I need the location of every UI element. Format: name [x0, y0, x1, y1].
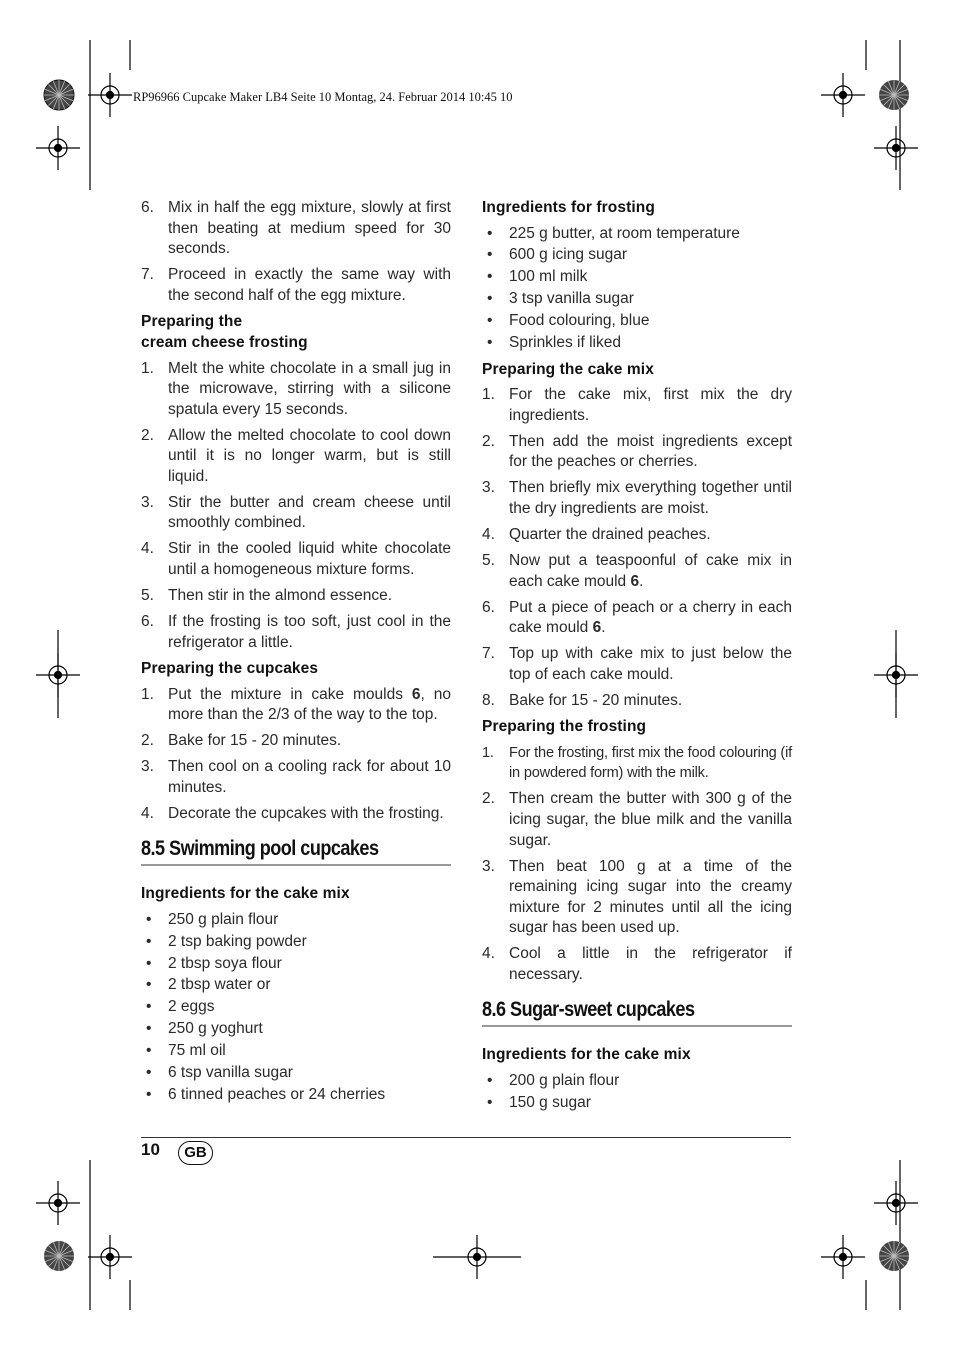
step-item: [141, 359, 451, 421]
step-text: Then stir in the almond essence.: [168, 587, 393, 605]
cake-mix-steps-list: [482, 385, 792, 711]
step-text: Stir in the cooled liquid white chocolate until a homogeneous mixture forms.: [168, 540, 451, 579]
step-number: 6.: [141, 613, 154, 631]
ingredient-text: 250 g plain flour: [168, 910, 279, 928]
step-item: [141, 586, 451, 607]
step-number: 4.: [141, 804, 154, 822]
bullet-icon: •: [487, 312, 493, 330]
language-badge: GB: [178, 1141, 213, 1165]
step-text-end: .: [639, 572, 644, 590]
step-text: Mix in half the egg mixture, slowly at first then beating at medium speed for 30 seconds.: [168, 199, 451, 258]
part-reference-number: 6: [411, 685, 421, 703]
ingredient-item: [141, 932, 451, 953]
step-item: [482, 525, 792, 546]
bullet-icon: •: [146, 910, 152, 928]
ingredients-cake-mix-heading: Ingredients for the cake mix: [141, 885, 350, 903]
step-number: 4.: [141, 540, 154, 558]
ingredient-item: [482, 289, 792, 310]
step-text: Cool a little in the refrigerator if necessary.: [509, 945, 792, 983]
ingredient-text: 3 tsp vanilla sugar: [509, 290, 634, 308]
ingredient-text: Sprinkles if liked: [509, 334, 621, 352]
ingredient-text: 2 tbsp soya flour: [168, 954, 282, 972]
step-text: Bake for 15 - 20 minutes.: [168, 732, 342, 750]
bullet-icon: •: [487, 290, 493, 308]
frosting-steps-list: [141, 359, 451, 654]
step-number: 1.: [141, 685, 154, 703]
ingredients-frosting-heading: Ingredients for frosting: [482, 199, 655, 216]
ingredient-item: [141, 1019, 451, 1040]
right-column: [482, 198, 792, 1119]
step-text: Top up with cake mix to just below the top of each cake mould.: [509, 645, 792, 683]
section-title-8-6: [482, 997, 792, 1028]
step-item: [482, 944, 792, 985]
bullet-icon: •: [146, 954, 152, 972]
step-text: Quarter the drained peaches.: [509, 525, 711, 543]
section-title-text: 8.6 Sugar-sweet cupcakes: [482, 997, 695, 1021]
step-text: Then briefly mix everything together until the dry ingredients are moist.: [509, 479, 792, 517]
step-text: Melt the white chocolate in a small jug in the microwave, stirring with a silicone spatula every 15 seconds.: [168, 359, 451, 418]
step-number: 5.: [141, 587, 154, 605]
step-item: [482, 743, 792, 784]
preparing-frosting-heading: Preparing the frosting: [482, 718, 647, 736]
step-item: [482, 644, 792, 685]
bullet-icon: •: [146, 976, 152, 994]
ingredient-text: 2 eggs: [168, 998, 215, 1016]
step-number: 6.: [482, 598, 495, 616]
bullet-icon: •: [487, 246, 493, 264]
ingredient-item: [482, 333, 792, 354]
ingredient-text: 200 g plain flour: [509, 1071, 620, 1089]
step-item: [482, 385, 792, 426]
step-number: 1.: [482, 386, 495, 404]
step-text: Then beat 100 g at a time of the remaining icing sugar into the creamy mixture for 2 minutes until all the icing sugar has been used up.: [509, 857, 792, 937]
step-item: [141, 198, 451, 260]
step-text: For the cake mix, first mix the dry ingredients.: [509, 386, 792, 424]
step-number: 3.: [141, 758, 154, 776]
step-text: Then cream the butter with 300 g of the icing sugar, the blue milk and the vanilla sugar.: [509, 790, 792, 849]
bullet-icon: •: [487, 1093, 493, 1111]
step-item: [141, 804, 451, 825]
ingredient-text: 6 tsp vanilla sugar: [168, 1063, 293, 1081]
cream-cheese-frosting-heading: [141, 312, 451, 353]
step-item: [141, 685, 451, 726]
bullet-icon: •: [487, 224, 493, 242]
step-item: [482, 691, 792, 712]
ingredient-item: [141, 910, 451, 931]
ingredient-text: Food colouring, blue: [509, 312, 650, 330]
ingredient-item: [141, 997, 451, 1018]
step-number: 2.: [141, 732, 154, 750]
ingredient-text: 150 g sugar: [509, 1093, 591, 1111]
ingredient-item: [141, 975, 451, 996]
ingredient-item: [482, 267, 792, 288]
ingredients-list: [482, 1071, 792, 1113]
bullet-icon: •: [487, 334, 493, 352]
ingredient-text: 225 g butter, at room temperature: [509, 224, 740, 242]
ingredient-item: [141, 1041, 451, 1062]
step-item: [482, 551, 792, 592]
step-text: Decorate the cupcakes with the frosting.: [168, 804, 444, 822]
bullet-icon: •: [146, 1020, 152, 1038]
step-number: 8.: [482, 691, 495, 709]
step-number: 3.: [141, 493, 154, 511]
bullet-icon: •: [487, 1071, 493, 1089]
step-text: For the frosting, first mix the food colouring (if in powdered form) with the milk.: [509, 744, 792, 782]
part-reference-number: 6: [630, 572, 640, 590]
step-number: 7.: [141, 266, 154, 284]
ingredient-item: [482, 224, 792, 245]
ingredients-list: [141, 910, 451, 1106]
step-text: Stir the butter and cream cheese until smoothly combined.: [168, 493, 451, 532]
bullet-icon: •: [146, 1042, 152, 1060]
step-text: Then cool on a cooling rack for about 10 minutes.: [168, 758, 451, 796]
bullet-icon: •: [146, 998, 152, 1016]
step-item: [141, 757, 451, 798]
step-number: 2.: [482, 790, 495, 808]
step-item: [482, 789, 792, 851]
preparing-cake-mix-heading: Preparing the cake mix: [482, 360, 654, 378]
step-text: Now put a teaspoonful of cake mix in each cake mould: [509, 551, 792, 590]
ingredient-text: 250 g yoghurt: [168, 1020, 263, 1038]
step-number: 1.: [482, 744, 494, 761]
step-number: 4.: [482, 945, 495, 963]
step-item: [482, 432, 792, 473]
step-text: Bake for 15 - 20 minutes.: [509, 691, 683, 709]
ingredient-text: 2 tbsp water or: [168, 976, 271, 994]
ingredient-item: [482, 1071, 792, 1092]
cupcakes-steps-list: [141, 685, 451, 825]
step-number: 5.: [482, 551, 495, 569]
ingredient-text: 6 tinned peaches or 24 cherries: [168, 1085, 386, 1103]
print-slug-line: RP96966 Cupcake Maker LB4 Seite 10 Montag, 24. Februar 2014 10:45 10: [133, 90, 513, 104]
step-item: [141, 612, 451, 653]
bullet-icon: •: [146, 932, 152, 950]
page-number: 10: [141, 1140, 160, 1159]
continued-steps-list: [141, 198, 451, 306]
step-number: 2.: [482, 432, 495, 450]
ingredient-item: [482, 245, 792, 266]
step-item: [141, 731, 451, 752]
step-text: Allow the melted chocolate to cool down until it is no longer warm, but is still liquid.: [168, 426, 451, 485]
ingredient-text: 600 g icing sugar: [509, 246, 628, 264]
step-number: 4.: [482, 525, 495, 543]
ingredients-cake-mix-heading: Ingredients for the cake mix: [482, 1046, 691, 1064]
step-item: [141, 539, 451, 580]
part-reference-number: 6: [592, 619, 602, 637]
left-column: [141, 198, 451, 1111]
step-item: [482, 478, 792, 519]
step-number: 2.: [141, 426, 154, 444]
step-item: [141, 265, 451, 306]
step-number: 6.: [141, 199, 154, 216]
preparing-frosting-steps-list: [482, 743, 792, 986]
frosting-ingredients-list: [482, 224, 792, 354]
step-text-end: , no more than the 2/3 of the way to the top.: [168, 685, 451, 724]
ingredient-item: [482, 311, 792, 332]
step-text: Then add the moist ingredients except for the peaches or cherries.: [509, 432, 792, 471]
step-item: [482, 598, 792, 639]
step-item: [141, 426, 451, 488]
ingredient-item: [141, 954, 451, 975]
step-text: Put a piece of peach or a cherry in each cake mould: [509, 598, 792, 637]
step-number: 1.: [141, 359, 154, 377]
bullet-icon: •: [487, 268, 493, 286]
heading-line-1: Preparing the: [141, 313, 243, 331]
step-item: [482, 857, 792, 939]
step-number: 7.: [482, 645, 495, 663]
step-text-end: .: [601, 619, 606, 637]
step-text: Proceed in exactly the same way with the second half of the egg mixture.: [168, 266, 451, 304]
bullet-icon: •: [146, 1085, 152, 1103]
section-title-text: 8.5 Swimming pool cupcakes: [141, 836, 379, 860]
step-number: 3.: [482, 479, 495, 497]
preparing-cupcakes-heading: Preparing the cupcakes: [141, 660, 319, 678]
footer-rule: [141, 1137, 791, 1138]
ingredient-text: 100 ml milk: [509, 268, 588, 286]
heading-line-2: cream cheese frosting: [141, 333, 308, 351]
ingredient-text: 75 ml oil: [168, 1042, 226, 1060]
step-item: [141, 493, 451, 534]
step-text: If the frosting is too soft, just cool in the refrigerator a little.: [168, 613, 451, 651]
ingredient-item: [482, 1093, 792, 1114]
step-text: Put the mixture in cake moulds: [168, 685, 412, 703]
ingredient-item: [141, 1085, 451, 1106]
section-title-8-5: [141, 836, 451, 867]
bullet-icon: •: [146, 1063, 152, 1081]
ingredient-text: 2 tsp baking powder: [168, 932, 307, 950]
ingredient-item: [141, 1063, 451, 1084]
step-number: 3.: [482, 857, 495, 875]
